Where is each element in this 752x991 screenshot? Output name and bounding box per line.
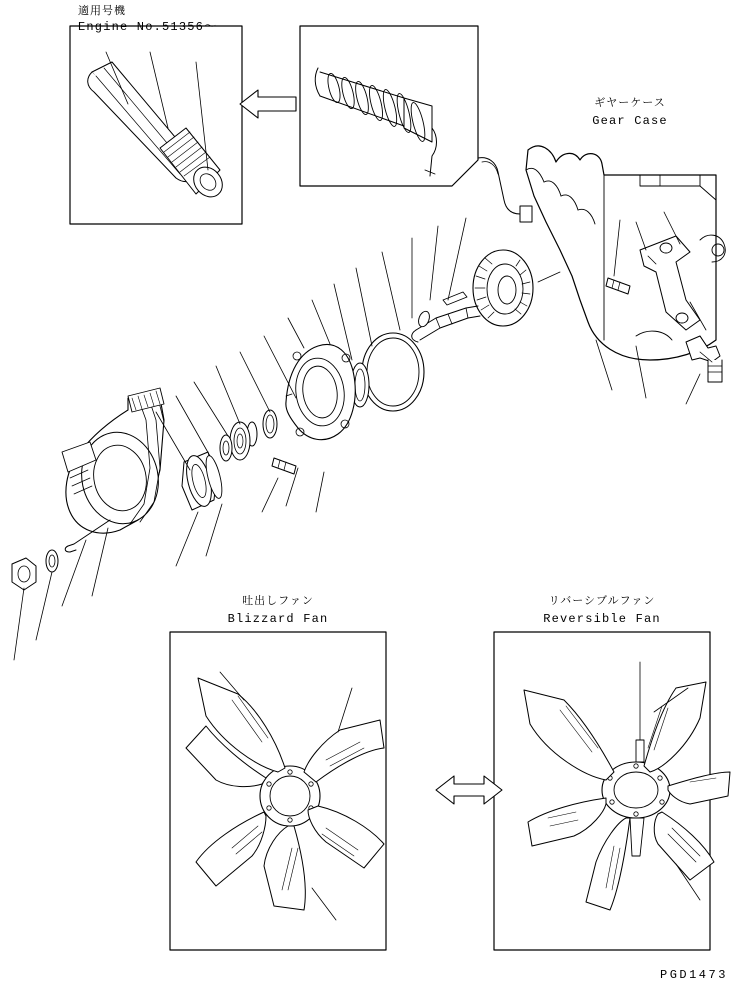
arrow-left-icon [240,90,296,118]
blizzard-fan-box [170,632,386,950]
blizzard-fan-label-en: Blizzard Fan [227,612,329,626]
reversible-fan-box [494,632,730,950]
gear-case-label-en: Gear Case [592,114,668,128]
arrow-left-right-icon [436,776,502,804]
gear-case-assembly [526,146,725,382]
reversible-fan-label-en: Reversible Fan [543,612,661,626]
inset-box-spring-detail [300,26,478,186]
fan-drive-housing [286,344,355,439]
fan-belt-pulley [62,388,167,533]
gear-case-label-jp: ギヤーケース [594,96,666,109]
drawing-code: PGD1473 [660,968,728,982]
reversible-fan-label-jp: リバーシブルファン [548,594,656,607]
inset-box-engine-no [70,26,242,224]
hub-sleeve [182,452,225,510]
bearing-stack [220,410,277,461]
blizzard-fan-label-jp: 吐出しファン [242,594,314,607]
o-ring [362,333,424,411]
applicable-machine-label-en: Engine No.51356～ [78,20,218,34]
drive-pulley [473,250,533,326]
bolt-group [272,458,296,474]
applicable-machine-label-jp: 適用号機 [78,4,126,17]
